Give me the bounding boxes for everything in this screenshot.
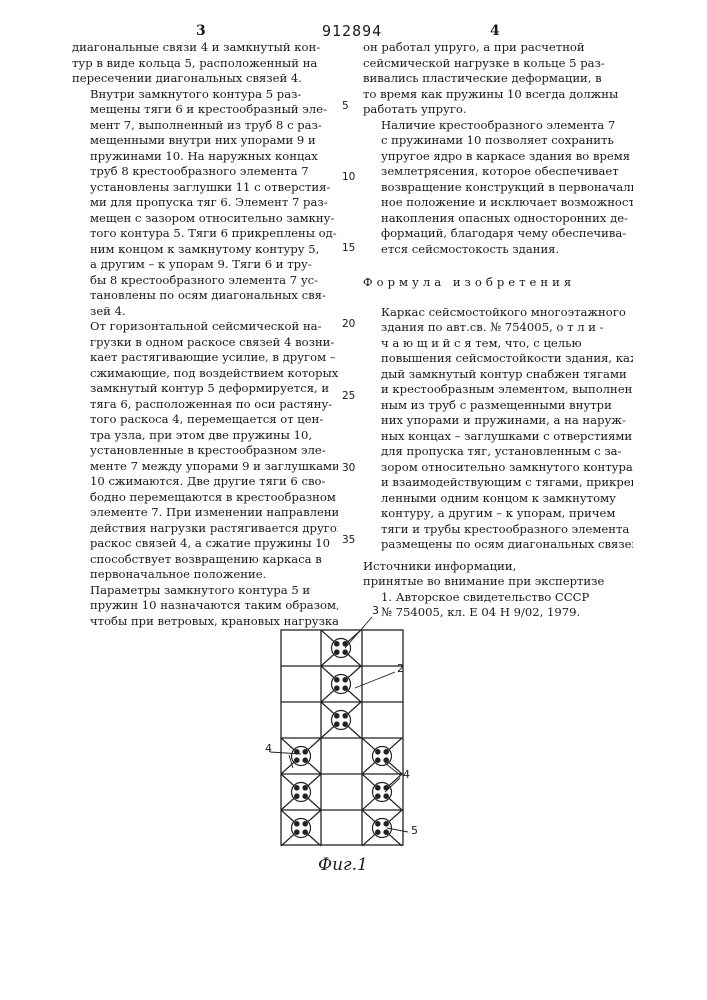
text-line: раскос связей 4, а сжатие пружины 10 bbox=[72, 536, 338, 552]
text-line: сжимающие, под воздействием которых bbox=[72, 366, 338, 382]
line-number: 10 bbox=[342, 171, 355, 183]
spring-element bbox=[335, 678, 339, 682]
text-line: тра узла, при этом две пружины 10, bbox=[72, 428, 338, 444]
line-number: 35 bbox=[342, 534, 355, 546]
line-number: 30 bbox=[342, 462, 355, 474]
ring-contour bbox=[373, 747, 392, 766]
text-line: первоначальное положение. bbox=[72, 567, 338, 583]
spring-element bbox=[343, 650, 347, 654]
text-line: бы 8 крестообразного элемента 7 ус- bbox=[72, 273, 338, 289]
text-line: и крестообразным элементом, выполнен- bbox=[363, 382, 633, 398]
ring-contour bbox=[332, 711, 351, 730]
text-line: тяга 6, расположенная по оси растяну- bbox=[72, 397, 338, 413]
text-line: принятые во внимание при экспертизе bbox=[363, 574, 633, 590]
text-line: того контура 5. Тяги 6 прикреплены од- bbox=[72, 226, 338, 242]
text-line: и взаимодействующим с тягами, прикреп- bbox=[363, 475, 633, 491]
text-line: Параметры замкнутого контура 5 и bbox=[72, 583, 338, 599]
ring-contour bbox=[292, 747, 311, 766]
spring-element bbox=[343, 714, 347, 718]
text-line: сейсмической нагрузке в кольце 5 раз- bbox=[363, 56, 633, 72]
spring-element bbox=[384, 750, 388, 754]
text-line: Каркас сейсмостойкого многоэтажного bbox=[363, 305, 633, 321]
text-line: ним концом к замкнутому контуру 5, bbox=[72, 242, 338, 258]
text-line: упругое ядро в каркасе здания во время bbox=[363, 149, 633, 165]
text-line: бодно перемещаются в крестообразном bbox=[72, 490, 338, 506]
braced-node bbox=[362, 810, 402, 846]
text-line: пружин 10 назначаются таким образом, bbox=[72, 598, 338, 614]
spring-element bbox=[384, 758, 388, 762]
spring-element bbox=[376, 822, 380, 826]
text-line: ленными одним концом к замкнутому bbox=[363, 491, 633, 507]
text-line: диагональные связи 4 и замкнутый кон- bbox=[72, 40, 338, 56]
text-line: ным из труб с размещенными внутри bbox=[363, 398, 633, 414]
text-line: накопления опасных односторонних де- bbox=[363, 211, 633, 227]
line-number: 20 bbox=[342, 318, 355, 330]
paragraph bbox=[363, 118, 633, 258]
text-line: Внутри замкнутого контура 5 раз- bbox=[72, 87, 338, 103]
text-line: с пружинами 10 позволяет сохранить bbox=[363, 133, 633, 149]
figure-label-4: 4 bbox=[403, 768, 410, 781]
text-line: то время как пружины 10 всегда должны bbox=[363, 87, 633, 103]
braced-node bbox=[362, 774, 402, 810]
text-line: формаций, благодаря чему обеспечива- bbox=[363, 226, 633, 242]
spring-element bbox=[303, 794, 307, 798]
spring-element bbox=[303, 786, 307, 790]
spring-element bbox=[343, 722, 347, 726]
text-line: установлены заглушки 11 с отверстия- bbox=[72, 180, 338, 196]
right-text-column bbox=[363, 40, 633, 621]
paragraph bbox=[72, 319, 338, 583]
left-text-column bbox=[72, 40, 338, 629]
text-line: пружинами 10. На наружных концах bbox=[72, 149, 338, 165]
text-line: мещенными внутри них упорами 9 и bbox=[72, 133, 338, 149]
spring-element bbox=[335, 714, 339, 718]
text-line: мещен с зазором относительно замкну- bbox=[72, 211, 338, 227]
spring-element bbox=[335, 722, 339, 726]
spring-element bbox=[295, 794, 299, 798]
paragraph bbox=[363, 40, 633, 118]
text-line: замкнутый контур 5 деформируется, и bbox=[72, 381, 338, 397]
figure-caption: Фиг.1 bbox=[318, 855, 368, 875]
figure-label-4: 4 bbox=[265, 742, 272, 755]
spring-element bbox=[335, 642, 339, 646]
spring-element bbox=[335, 686, 339, 690]
spring-element bbox=[335, 650, 339, 654]
text-line: способствует возвращению каркаса в bbox=[72, 552, 338, 568]
text-line: ное положение и исключает возможность bbox=[363, 195, 633, 211]
spring-element bbox=[295, 830, 299, 834]
page-number-right: 4 bbox=[490, 23, 500, 39]
braced-node bbox=[321, 666, 361, 702]
spring-element bbox=[303, 822, 307, 826]
line-number: 5 bbox=[342, 100, 349, 112]
claims-heading: Формула изобретения bbox=[363, 275, 633, 291]
braced-node bbox=[281, 810, 321, 846]
text-line: ется сейсмостокость здания. bbox=[363, 242, 633, 258]
spring-element bbox=[303, 750, 307, 754]
ring-contour bbox=[292, 783, 311, 802]
text-line: пересечении диагональных связей 4. bbox=[72, 71, 338, 87]
text-line: ч а ю щ и й с я тем, что, с целью bbox=[363, 336, 633, 352]
text-line: действия нагрузки растягивается другой bbox=[72, 521, 338, 537]
paragraph bbox=[72, 40, 338, 87]
text-line: тяги и трубы крестообразного элемента bbox=[363, 522, 633, 538]
figure-label-2: 2 bbox=[397, 662, 404, 675]
spring-element bbox=[295, 758, 299, 762]
text-line: контуру, а другим – к упорам, причем bbox=[363, 506, 633, 522]
paragraph bbox=[72, 87, 338, 320]
spring-element bbox=[376, 750, 380, 754]
text-line: мент 7, выполненный из труб 8 с раз- bbox=[72, 118, 338, 134]
braced-node bbox=[362, 738, 402, 774]
text-line: менте 7 между упорами 9 и заглушками bbox=[72, 459, 338, 475]
leader-line bbox=[345, 617, 372, 648]
text-line: возвращение конструкций в первоначаль- bbox=[363, 180, 633, 196]
braced-node bbox=[321, 630, 361, 666]
text-line: работать упруго. bbox=[363, 102, 633, 118]
ring-contour bbox=[373, 783, 392, 802]
text-line: грузки в одном раскосе связей 4 возни- bbox=[72, 335, 338, 351]
text-line: них упорами и пружинами, а на наруж- bbox=[363, 413, 633, 429]
text-line: кает растягивающие усилие, в другом – bbox=[72, 350, 338, 366]
text-line: здания по авт.св. № 754005, о т л и - bbox=[363, 320, 633, 336]
text-line: ных концах – заглушками с отверстиями bbox=[363, 429, 633, 445]
text-line: Наличие крестообразного элемента 7 bbox=[363, 118, 633, 134]
text-line: ми для пропуска тяг 6. Элемент 7 раз- bbox=[72, 195, 338, 211]
spring-element bbox=[295, 822, 299, 826]
text-line: дый замкнутый контур снабжен тягами bbox=[363, 367, 633, 383]
ring-contour bbox=[292, 819, 311, 838]
figure-1 bbox=[265, 600, 445, 980]
text-line: тур в виде кольца 5, расположенный на bbox=[72, 56, 338, 72]
line-number: 15 bbox=[342, 242, 355, 254]
text-line: для пропуска тяг, установленным с за- bbox=[363, 444, 633, 460]
spring-element bbox=[376, 758, 380, 762]
figure-label-5: 5 bbox=[411, 824, 418, 837]
text-line: чтобы при ветровых, крановых нагрузках bbox=[72, 614, 338, 630]
spring-element bbox=[295, 786, 299, 790]
text-line: 10 сжимаются. Две другие тяги 6 сво- bbox=[72, 474, 338, 490]
text-line: № 754005, кл. Е 04 Н 9/02, 1979. bbox=[363, 605, 633, 621]
line-number: 25 bbox=[342, 390, 355, 402]
text-line: того раскоса 4, перемещается от цен- bbox=[72, 412, 338, 428]
spring-element bbox=[343, 678, 347, 682]
ring-contour bbox=[332, 639, 351, 658]
text-line: Источники информации, bbox=[363, 559, 633, 575]
spring-element bbox=[303, 830, 307, 834]
spring-element bbox=[303, 758, 307, 762]
text-line: зором относительно замкнутого контура bbox=[363, 460, 633, 476]
text-line: землетрясения, которое обеспечивает bbox=[363, 164, 633, 180]
sources-heading bbox=[363, 559, 633, 590]
spring-element bbox=[376, 794, 380, 798]
text-line: установленные в крестообразном эле- bbox=[72, 443, 338, 459]
braced-node bbox=[321, 702, 361, 738]
spring-element bbox=[376, 830, 380, 834]
spring-element bbox=[343, 686, 347, 690]
text-line: тановлены по осям диагональных свя- bbox=[72, 288, 338, 304]
text-line: он работал упруго, а при расчетной bbox=[363, 40, 633, 56]
spring-element bbox=[384, 830, 388, 834]
spring-element bbox=[384, 794, 388, 798]
text-line: вивались пластические деформации, в bbox=[363, 71, 633, 87]
patent-number: 912894 bbox=[322, 22, 382, 40]
spring-element bbox=[384, 822, 388, 826]
text-line: повышения сейсмостойкости здания, каж- bbox=[363, 351, 633, 367]
braced-node bbox=[281, 774, 321, 810]
spring-element bbox=[376, 786, 380, 790]
braced-node bbox=[281, 738, 321, 774]
text-line: зей 4. bbox=[72, 304, 338, 320]
text-line: а другим – к упорам 9. Тяги 6 и тру- bbox=[72, 257, 338, 273]
text-line: мещены тяги 6 и крестообразный эле- bbox=[72, 102, 338, 118]
text-line: труб 8 крестообразного элемента 7 bbox=[72, 164, 338, 180]
text-line: От горизонтальной сейсмической на- bbox=[72, 319, 338, 335]
leader-line bbox=[355, 672, 395, 688]
text-line: элементе 7. При изменении направления bbox=[72, 505, 338, 521]
text-line: 1. Авторское свидетельство СССР bbox=[363, 590, 633, 606]
frame-drawing bbox=[265, 600, 445, 860]
ring-contour bbox=[332, 675, 351, 694]
page-number-left: 3 bbox=[196, 23, 206, 39]
figure-label-3: 3 bbox=[372, 604, 379, 617]
text-line: размещены по осям диагональных связей. bbox=[363, 537, 633, 553]
claims-paragraph bbox=[363, 305, 633, 553]
